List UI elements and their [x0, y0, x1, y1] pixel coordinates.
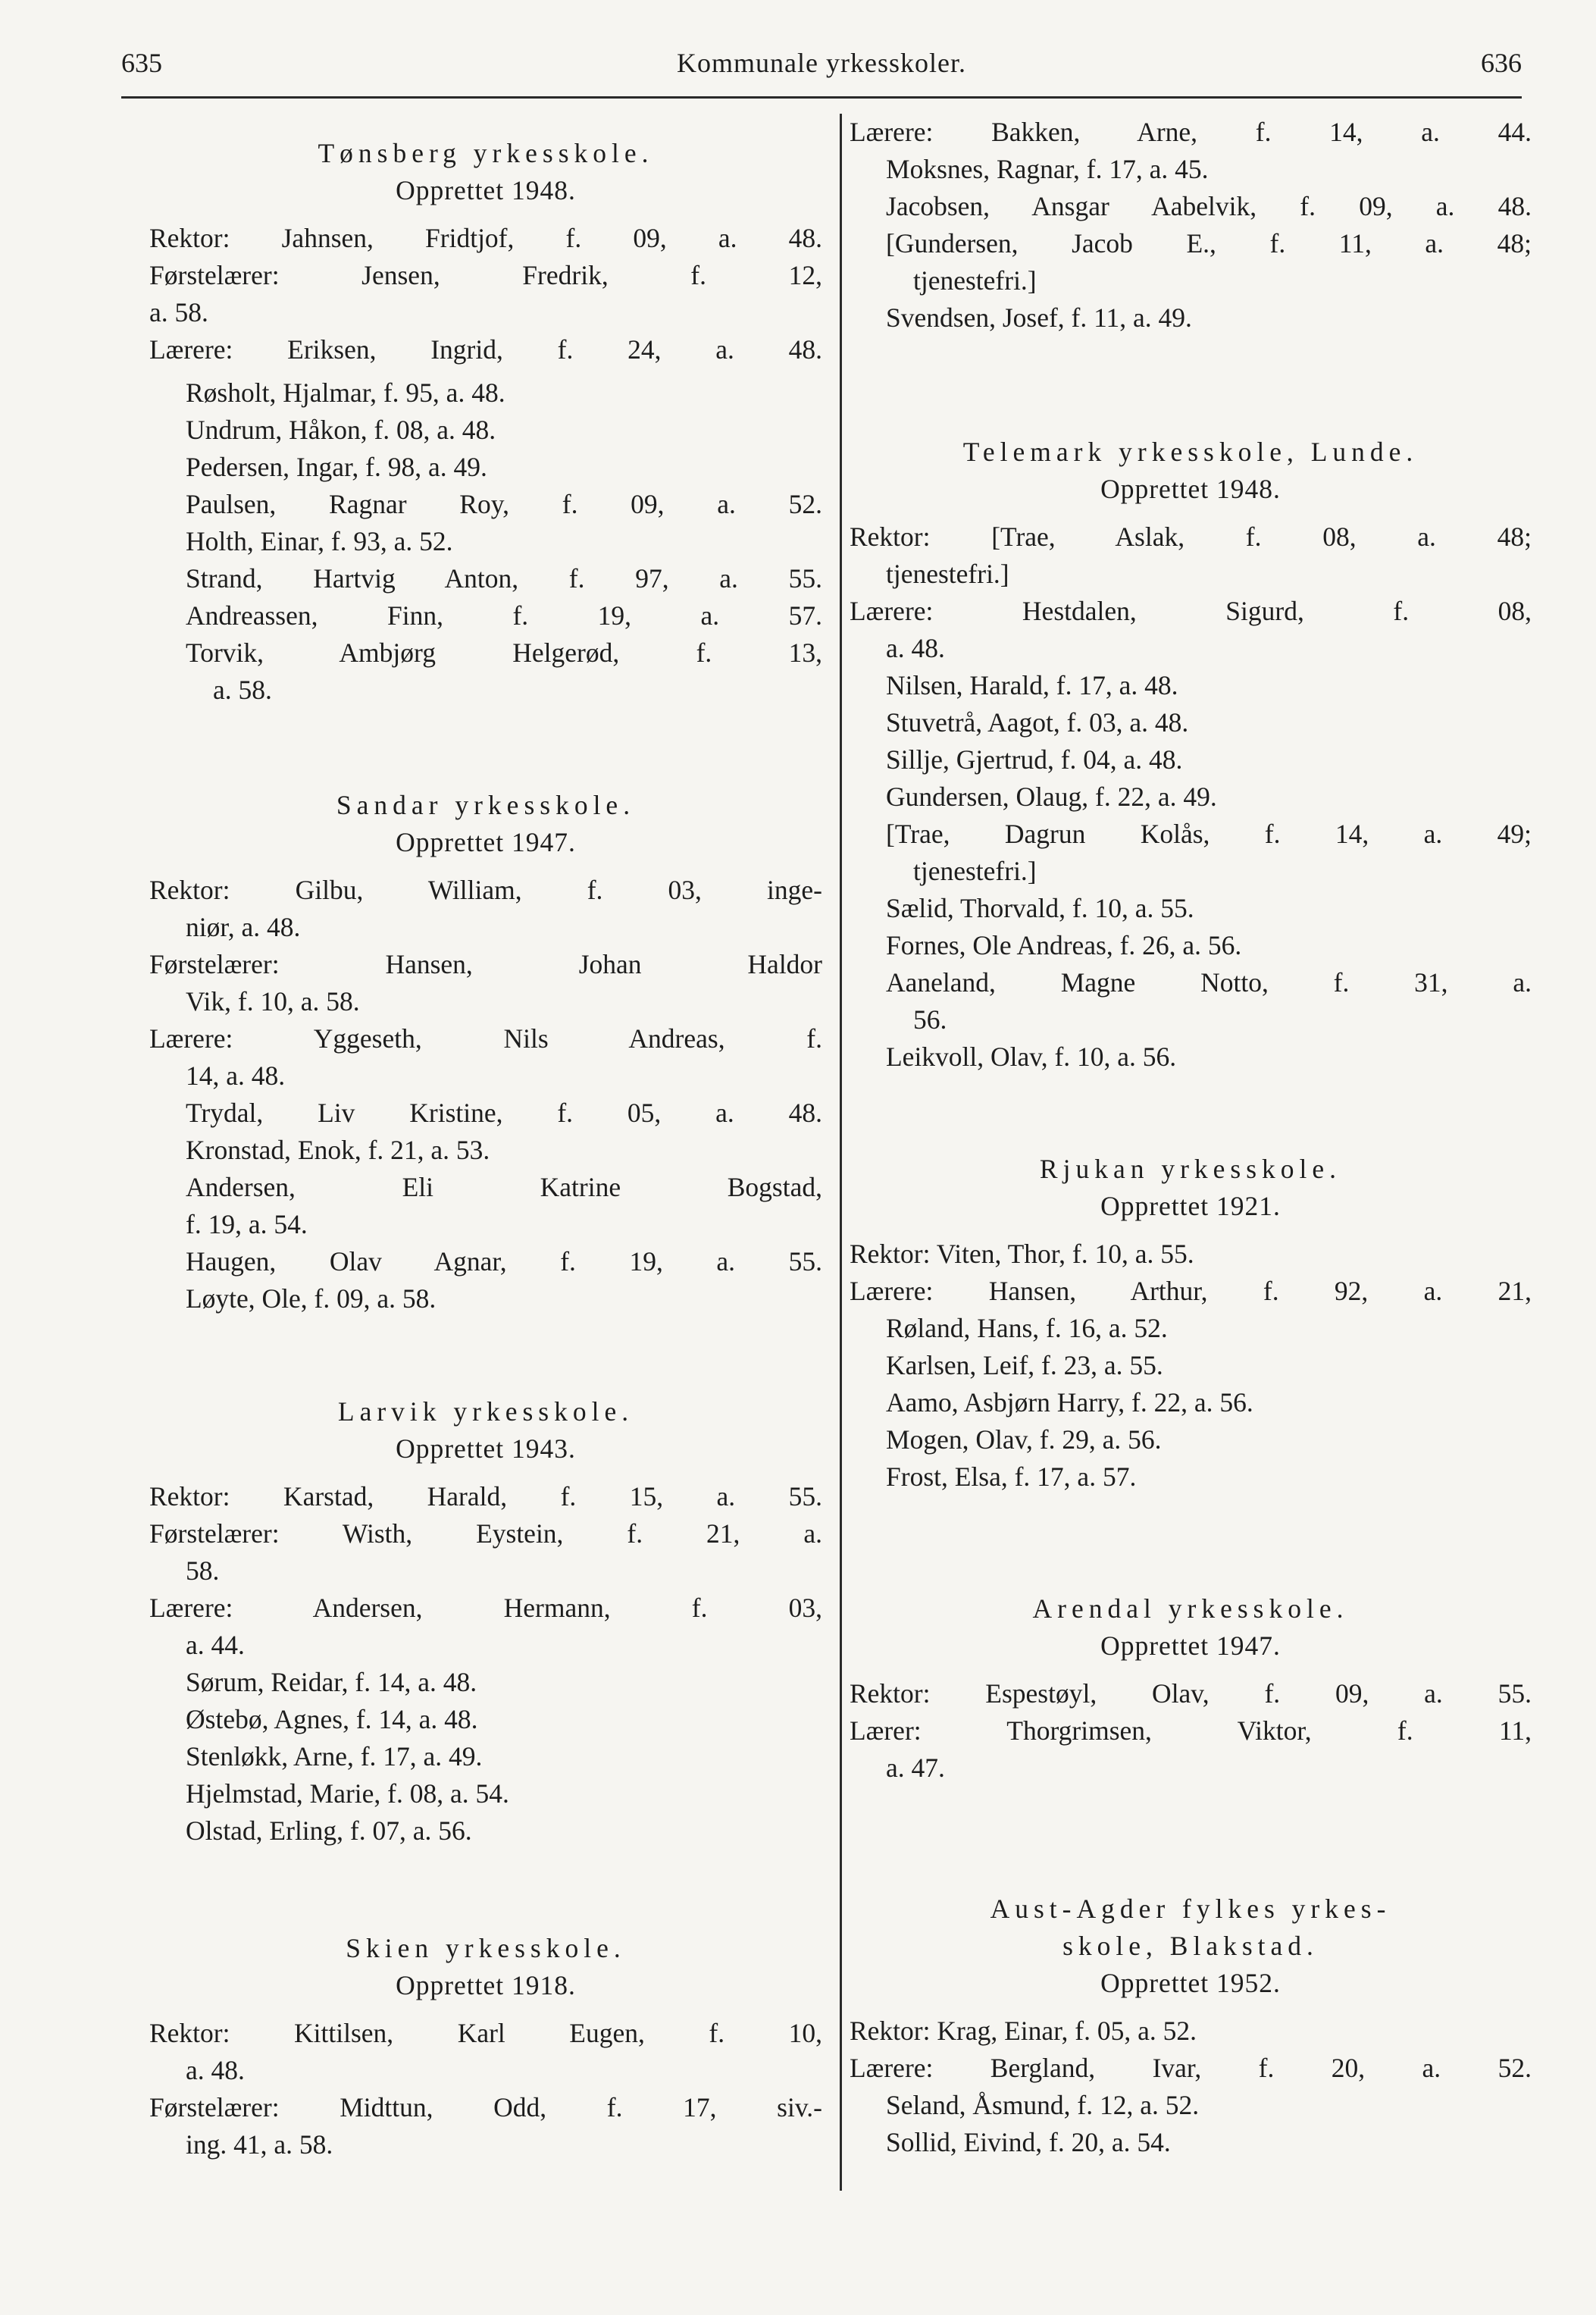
section-title: Tønsberg yrkesskole.	[318, 138, 654, 168]
entry-line: Rektor: Viten, Thor, f. 10, a. 55.	[850, 1239, 1194, 1269]
entry-line: Sollid, Eivind, f. 20, a. 54.	[886, 2127, 1171, 2157]
entry-line: tjenestefri.]	[886, 559, 1009, 589]
section-arendal	[850, 1590, 1532, 1787]
section-title: Aust-Agder fylkes yrkes-	[990, 1894, 1391, 1924]
entry-line: Førstelærer: Midttun, Odd, f. 17, siv.-	[149, 2092, 822, 2122]
entry-line: Lærere: Eriksen, Ingrid, f. 24, a. 48.	[149, 334, 822, 365]
entry-line: Svendsen, Josef, f. 11, a. 49.	[886, 302, 1192, 333]
entry-line: Stuvetrå, Aagot, f. 03, a. 48.	[886, 707, 1189, 738]
section-title-continued: skole, Blakstad.	[1062, 1931, 1319, 1961]
entry-line: Holth, Einar, f. 93, a. 52.	[186, 526, 453, 556]
entry-line: Rektor: Krag, Einar, f. 05, a. 52.	[850, 2016, 1197, 2046]
entry-line: Strand, Hartvig Anton, f. 97, a. 55.	[186, 563, 822, 594]
entry-line: Sørum, Reidar, f. 14, a. 48.	[186, 1667, 477, 1697]
section-title: Sandar yrkesskole.	[336, 790, 636, 820]
entry-line: a. 48.	[186, 2055, 245, 2085]
entry-line: Paulsen, Ragnar Roy, f. 09, a. 52.	[186, 489, 822, 519]
entry-line: a. 47.	[886, 1753, 945, 1783]
section-founded: Opprettet 1948.	[1100, 474, 1281, 504]
running-title: Kommunale yrkesskoler.	[677, 48, 966, 78]
entry-line: Moksnes, Ragnar, f. 17, a. 45.	[886, 154, 1209, 184]
entry-line: Haugen, Olav Agnar, f. 19, a. 55.	[186, 1246, 822, 1277]
column-divider	[840, 114, 842, 2191]
entry-line: Rektor: Gilbu, William, f. 03, inge-	[149, 875, 822, 905]
entry-line: 58.	[186, 1555, 220, 1586]
page-number-left: 635	[121, 48, 162, 78]
page-number-right: 636	[1481, 48, 1522, 78]
entry-line: Rektor: Jahnsen, Fridtjof, f. 09, a. 48.	[149, 223, 822, 253]
entry-line: Sillje, Gjertrud, f. 04, a. 48.	[886, 744, 1183, 775]
entry-line: Mogen, Olav, f. 29, a. 56.	[886, 1424, 1162, 1455]
entry-line: Hjelmstad, Marie, f. 08, a. 54.	[186, 1778, 509, 1809]
entry-line: Trydal, Liv Kristine, f. 05, a. 48.	[186, 1098, 822, 1128]
entry-line: a. 58.	[149, 297, 208, 327]
entry-line: a. 58.	[213, 675, 272, 705]
section-rjukan	[850, 1151, 1532, 1496]
entry-line: Førstelærer: Jensen, Fredrik, f. 12,	[149, 260, 822, 290]
entry-line: Pedersen, Ingar, f. 98, a. 49.	[186, 452, 487, 482]
header-rule	[121, 96, 1522, 99]
entry-line: Undrum, Håkon, f. 08, a. 48.	[186, 415, 496, 445]
entry-line: Sælid, Thorvald, f. 10, a. 55.	[886, 893, 1194, 923]
entry-line: Aamo, Asbjørn Harry, f. 22, a. 56.	[886, 1387, 1253, 1418]
entry-line: Lærere: Yggeseth, Nils Andreas, f.	[149, 1023, 822, 1054]
entry-line: Rektor: Espestøyl, Olav, f. 09, a. 55.	[850, 1678, 1532, 1709]
section-founded: Opprettet 1943.	[396, 1433, 576, 1464]
entry-line: Førstelærer: Wisth, Eystein, f. 21, a.	[149, 1518, 822, 1549]
entry-line: Gundersen, Olaug, f. 22, a. 49.	[886, 782, 1217, 812]
entry-line: Andreassen, Finn, f. 19, a. 57.	[186, 600, 822, 631]
entry-line: Lærere: Hestdalen, Sigurd, f. 08,	[850, 596, 1532, 626]
entry-line: Røsholt, Hjalmar, f. 95, a. 48.	[186, 377, 505, 408]
section-title: Larvik yrkesskole.	[337, 1396, 634, 1427]
entry-line: Frost, Elsa, f. 17, a. 57.	[886, 1461, 1137, 1492]
entry-line: Lærere: Andersen, Hermann, f. 03,	[149, 1593, 822, 1623]
section-skien-continued	[850, 114, 1532, 337]
entry-line: Aaneland, Magne Notto, f. 31, a.	[886, 967, 1532, 998]
running-header	[121, 47, 1522, 92]
entry-line: Røland, Hans, f. 16, a. 52.	[886, 1313, 1168, 1343]
entry-line: Nilsen, Harald, f. 17, a. 48.	[886, 670, 1178, 700]
entry-line: 56.	[913, 1004, 947, 1035]
entry-line: ing. 41, a. 58.	[186, 2129, 333, 2160]
entry-line: tjenestefri.]	[913, 265, 1037, 296]
entry-line: Løyte, Ole, f. 09, a. 58.	[186, 1283, 437, 1314]
entry-line: Andersen, Eli Katrine Bogstad,	[186, 1172, 822, 1202]
section-title: Rjukan yrkesskole.	[1039, 1154, 1342, 1184]
entry-line: niør, a. 48.	[186, 912, 301, 942]
entry-line: a. 48.	[886, 633, 945, 663]
entry-line: Jacobsen, Ansgar Aabelvik, f. 09, a. 48.	[886, 191, 1532, 221]
section-telemark	[850, 434, 1532, 1076]
section-title: Telemark yrkesskole, Lunde.	[962, 437, 1419, 467]
entry-line: Lærere: Hansen, Arthur, f. 92, a. 21,	[850, 1276, 1532, 1306]
section-title: Skien yrkesskole.	[346, 1933, 626, 1963]
entry-line: Olstad, Erling, f. 07, a. 56.	[186, 1815, 472, 1846]
entry-line: Lærere: Bakken, Arne, f. 14, a. 44.	[850, 117, 1532, 147]
section-founded: Opprettet 1948.	[396, 175, 576, 205]
entry-line: Kronstad, Enok, f. 21, a. 53.	[186, 1135, 490, 1165]
entry-line: Leikvoll, Olav, f. 10, a. 56.	[886, 1042, 1177, 1072]
entry-line: Rektor: Kittilsen, Karl Eugen, f. 10,	[149, 2018, 822, 2048]
section-founded: Opprettet 1947.	[1100, 1631, 1281, 1661]
entry-line: Karlsen, Leif, f. 23, a. 55.	[886, 1350, 1163, 1380]
entry-line: Østebø, Agnes, f. 14, a. 48.	[186, 1704, 478, 1734]
section-larvik	[149, 1393, 822, 1850]
entry-line: a. 44.	[186, 1630, 245, 1660]
entry-line: [Gundersen, Jacob E., f. 11, a. 48;	[886, 228, 1532, 258]
entry-line: Rektor: Karstad, Harald, f. 15, a. 55.	[149, 1481, 822, 1511]
section-aust-agder	[850, 1891, 1532, 2161]
entry-line: Lærer: Thorgrimsen, Viktor, f. 11,	[850, 1715, 1532, 1746]
entry-line: Lærere: Bergland, Ivar, f. 20, a. 52.	[850, 2053, 1532, 2083]
entry-line: tjenestefri.]	[913, 856, 1037, 886]
entry-line: Rektor: [Trae, Aslak, f. 08, a. 48;	[850, 522, 1532, 552]
section-sandar	[149, 787, 822, 1317]
section-tonsberg	[149, 135, 822, 709]
entry-line: Vik, f. 10, a. 58.	[186, 986, 360, 1017]
entry-line: Torvik, Ambjørg Helgerød, f. 13,	[186, 637, 822, 668]
entry-line: 14, a. 48.	[186, 1060, 286, 1091]
section-founded: Opprettet 1952.	[1100, 1968, 1281, 1998]
section-skien	[149, 1930, 822, 2163]
entry-line: f. 19, a. 54.	[186, 1209, 308, 1239]
entry-line: Førstelærer: Hansen, Johan Haldor	[149, 949, 822, 979]
entry-line: [Trae, Dagrun Kolås, f. 14, a. 49;	[886, 819, 1532, 849]
entry-line: Stenløkk, Arne, f. 17, a. 49.	[186, 1741, 483, 1771]
section-title: Arendal yrkesskole.	[1032, 1593, 1349, 1624]
section-founded: Opprettet 1918.	[396, 1970, 576, 2000]
entry-line: Seland, Åsmund, f. 12, a. 52.	[886, 2090, 1200, 2120]
section-founded: Opprettet 1947.	[396, 827, 576, 857]
entry-line: Fornes, Ole Andreas, f. 26, a. 56.	[886, 930, 1242, 960]
section-founded: Opprettet 1921.	[1100, 1191, 1281, 1221]
